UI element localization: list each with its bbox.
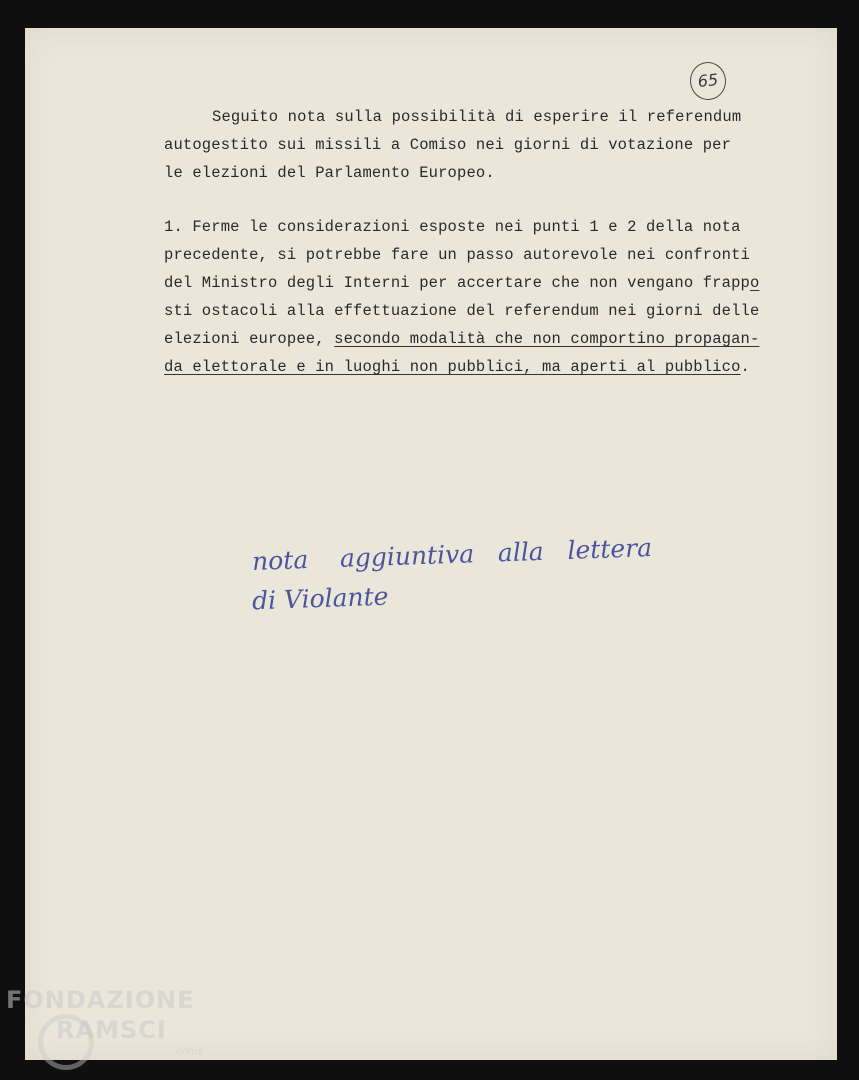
paragraph-line-3 [164, 274, 759, 292]
heading-line-3: le elezioni del Parlamento Europeo. [164, 164, 495, 182]
paragraph-line-6-period: . [740, 358, 750, 376]
paragraph-line-5 [164, 330, 759, 348]
heading-line-2: autogestito sui missili a Comiso nei giorni di votazione per [164, 136, 732, 154]
handwritten-note-line-2: di Violante [251, 581, 389, 616]
watermark-line-2: RAMSCI [56, 1016, 167, 1044]
page-number-stamp: 65 [688, 60, 728, 102]
paragraph-line-3-text: del Ministro degli Interni per accertare che non vengano frapp [164, 274, 750, 292]
paragraph-line-1: 1. Ferme le considerazioni esposte nei punti 1 e 2 della nota [164, 218, 741, 236]
paragraph-line-5-underlined: secondo modalità che non comportino propagan- [334, 330, 760, 348]
watermark-line-3: onlus [176, 1046, 203, 1057]
fondazione-gramsci-watermark [6, 986, 216, 1076]
paragraph-line-2: precedente, si potrebbe fare un passo autorevole nei confronti [164, 246, 750, 264]
heading-line-1: Seguito nota sulla possibilità di esperire il referendum [212, 108, 742, 126]
paragraph-line-4: sti ostacoli alla effettuazione del referendum nei giorni delle [164, 302, 760, 320]
watermark-line-1: FONDAZIONE [6, 986, 195, 1014]
handwritten-note-line-1: nota aggiuntiva alla lettera [251, 533, 653, 576]
paragraph-line-5-text: elezioni europee, [164, 330, 335, 348]
paragraph-line-6-underlined: da elettorale e in luoghi non pubblici, ma aperti al pubblico [164, 358, 741, 376]
paragraph-line-6 [164, 358, 750, 376]
paragraph-line-3-underlined: o [750, 274, 760, 292]
